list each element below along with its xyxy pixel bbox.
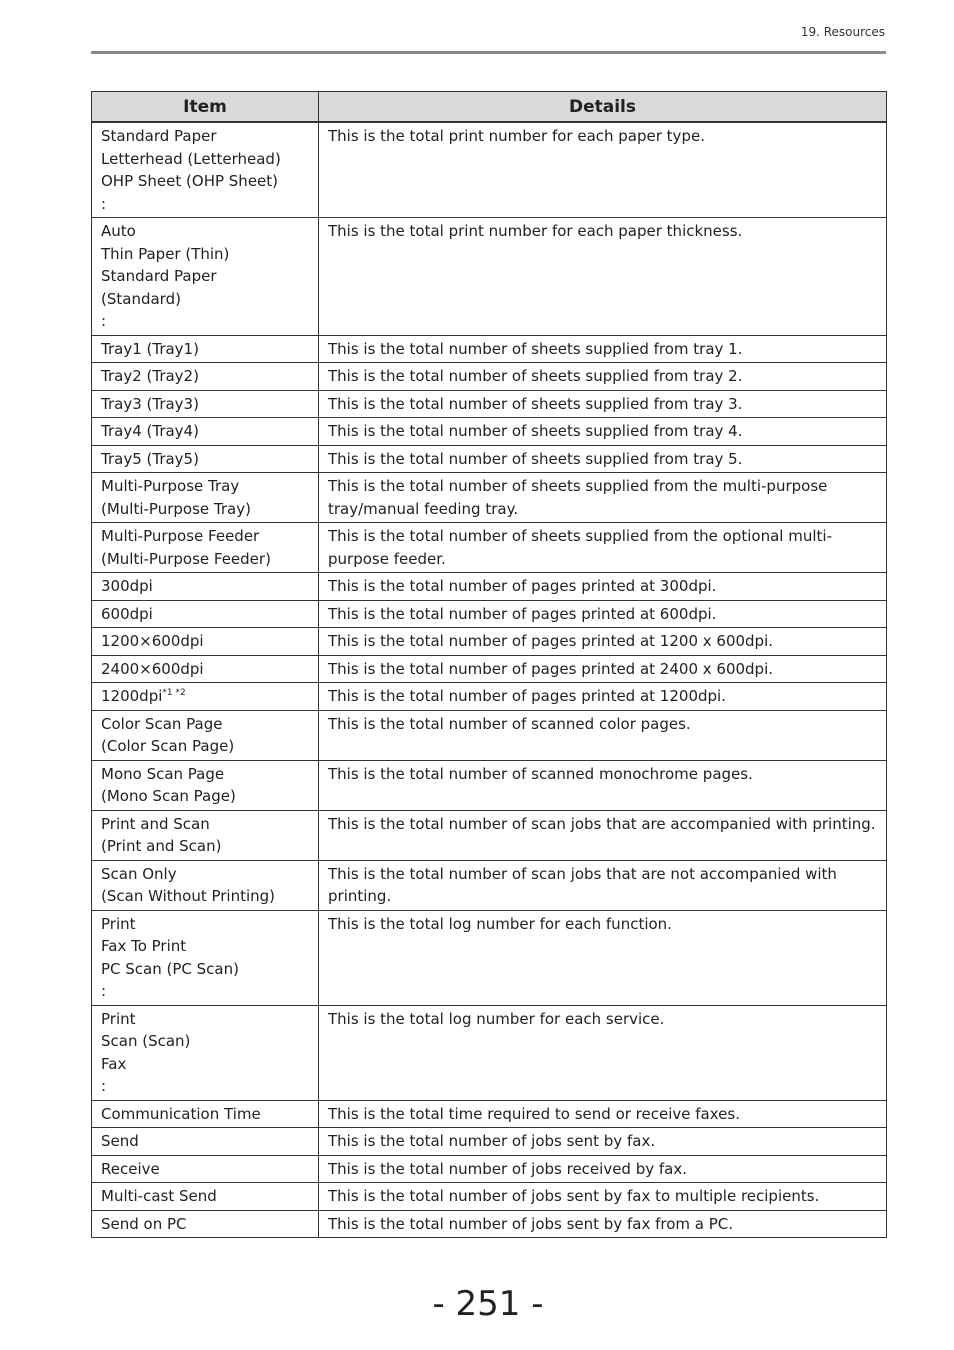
table-row — [92, 363, 887, 391]
item-cell: Send — [92, 1128, 319, 1156]
table-row — [92, 473, 887, 523]
table-row — [92, 655, 887, 683]
details-cell: This is the total log number for each service. — [319, 1005, 887, 1100]
details-cell: This is the total number of scan jobs that are not accompanied with printing. — [319, 860, 887, 910]
details-cell: This is the total number of jobs sent by fax from a PC. — [319, 1210, 887, 1238]
details-cell: This is the total number of scanned color pages. — [319, 710, 887, 760]
details-cell: This is the total number of sheets supplied from the multi-purpose tray/manual feeding tray. — [319, 473, 887, 523]
details-cell: This is the total number of sheets supplied from tray 1. — [319, 335, 887, 363]
table-row — [92, 335, 887, 363]
item-cell: 300dpi — [92, 573, 319, 601]
table-row — [92, 683, 887, 711]
item-cell: Multi-Purpose Tray (Multi-Purpose Tray) — [92, 473, 319, 523]
column-header-details: Details — [319, 92, 887, 123]
table-row — [92, 122, 887, 218]
details-cell: This is the total number of scanned monochrome pages. — [319, 760, 887, 810]
table-row — [92, 573, 887, 601]
details-cell: This is the total number of pages printed at 600dpi. — [319, 600, 887, 628]
table-row — [92, 860, 887, 910]
item-cell: Mono Scan Page (Mono Scan Page) — [92, 760, 319, 810]
item-cell: Color Scan Page (Color Scan Page) — [92, 710, 319, 760]
details-cell: This is the total number of sheets supplied from tray 5. — [319, 445, 887, 473]
details-cell: This is the total number of sheets supplied from tray 3. — [319, 390, 887, 418]
item-cell: 2400×600dpi — [92, 655, 319, 683]
details-cell: This is the total number of sheets supplied from the optional multi-purpose feeder. — [319, 523, 887, 573]
table-row — [92, 1183, 887, 1211]
item-cell: Tray1 (Tray1) — [92, 335, 319, 363]
details-cell: This is the total print number for each paper type. — [319, 122, 887, 218]
table-row — [92, 1210, 887, 1238]
table-row — [92, 218, 887, 336]
details-cell: This is the total number of pages printed at 300dpi. — [319, 573, 887, 601]
item-cell: Standard Paper Letterhead (Letterhead) OHP Sheet (OHP Sheet) : — [92, 122, 319, 218]
item-cell: 1200×600dpi — [92, 628, 319, 656]
details-cell: This is the total number of scan jobs that are accompanied with printing. — [319, 810, 887, 860]
item-cell: 600dpi — [92, 600, 319, 628]
item-text: 1200dpi — [101, 687, 163, 705]
table-row — [92, 1005, 887, 1100]
table-row — [92, 418, 887, 446]
page-number: - 251 - — [432, 1284, 544, 1324]
details-cell: This is the total number of sheets supplied from tray 4. — [319, 418, 887, 446]
item-cell: Multi-Purpose Feeder (Multi-Purpose Feeder) — [92, 523, 319, 573]
table-row — [92, 910, 887, 1005]
details-cell: This is the total number of pages printed at 2400 x 600dpi. — [319, 655, 887, 683]
resources-table — [91, 91, 887, 1238]
item-cell: Print and Scan (Print and Scan) — [92, 810, 319, 860]
item-cell: Communication Time — [92, 1100, 319, 1128]
item-cell: Print Fax To Print PC Scan (PC Scan) : — [92, 910, 319, 1005]
table-row — [92, 1128, 887, 1156]
item-cell: Receive — [92, 1155, 319, 1183]
item-cell: Multi-cast Send — [92, 1183, 319, 1211]
table-row — [92, 1155, 887, 1183]
item-cell: Scan Only (Scan Without Printing) — [92, 860, 319, 910]
item-cell: Tray4 (Tray4) — [92, 418, 319, 446]
table-row — [92, 760, 887, 810]
details-cell: This is the total number of pages printed at 1200 x 600dpi. — [319, 628, 887, 656]
details-cell: This is the total number of jobs sent by fax. — [319, 1128, 887, 1156]
details-cell: This is the total number of jobs sent by fax to multiple recipients. — [319, 1183, 887, 1211]
item-cell: Send on PC — [92, 1210, 319, 1238]
item-cell: Print Scan (Scan) Fax : — [92, 1005, 319, 1100]
details-cell: This is the total print number for each paper thickness. — [319, 218, 887, 336]
item-cell: Auto Thin Paper (Thin) Standard Paper (Standard) : — [92, 218, 319, 336]
table-row — [92, 710, 887, 760]
details-cell: This is the total time required to send or receive faxes. — [319, 1100, 887, 1128]
table-row — [92, 1100, 887, 1128]
footnote-marker: *1 *2 — [162, 688, 186, 698]
table-row — [92, 600, 887, 628]
details-cell: This is the total number of sheets supplied from tray 2. — [319, 363, 887, 391]
table-row — [92, 523, 887, 573]
column-header-item: Item — [92, 92, 319, 123]
header-divider — [91, 51, 886, 54]
item-cell: Tray3 (Tray3) — [92, 390, 319, 418]
table-row — [92, 445, 887, 473]
table-row — [92, 628, 887, 656]
details-cell: This is the total number of jobs received by fax. — [319, 1155, 887, 1183]
table-row — [92, 810, 887, 860]
item-cell: Tray5 (Tray5) — [92, 445, 319, 473]
item-cell — [92, 683, 319, 711]
running-header-section: 19. Resources — [800, 25, 885, 39]
item-cell: Tray2 (Tray2) — [92, 363, 319, 391]
details-cell: This is the total log number for each function. — [319, 910, 887, 1005]
table-row — [92, 390, 887, 418]
table-header-row — [92, 92, 887, 123]
details-cell: This is the total number of pages printed at 1200dpi. — [319, 683, 887, 711]
